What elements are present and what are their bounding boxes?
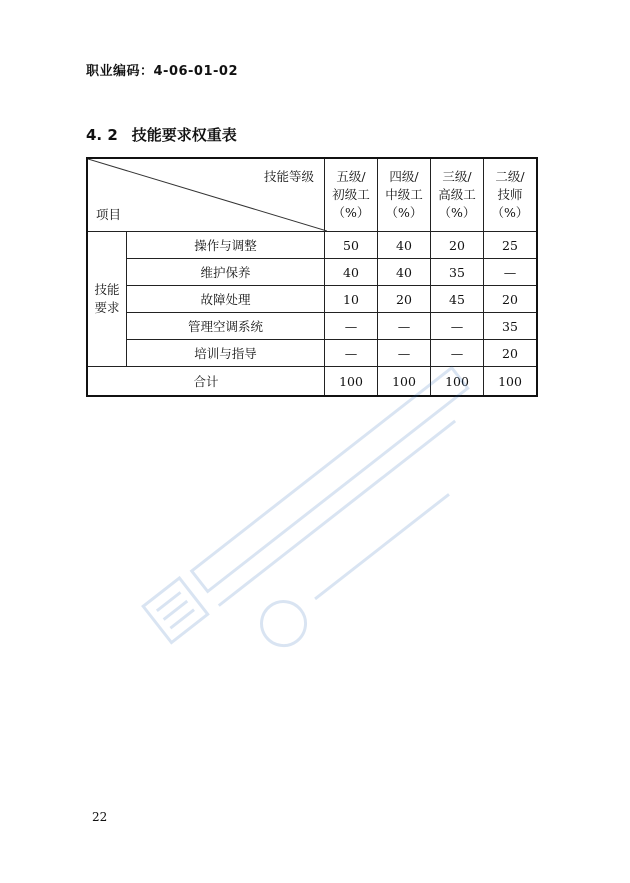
row-label: 培训与指导 [127,340,325,367]
table-cell: 45 [431,286,484,313]
row-label: 故障处理 [127,286,325,313]
table-cell: 20 [484,340,538,367]
table-cell: 20 [431,232,484,259]
total-cell: 100 [378,367,431,397]
corner-label-levels: 技能等级 [263,169,314,184]
page-number: 22 [92,810,108,824]
level-header-line: （%） [438,205,476,220]
level-header-line: 二级/ [495,169,525,184]
level-header-2 [484,158,538,232]
row-label: 操作与调整 [127,232,325,259]
skill-group-line: 要求 [94,300,120,315]
table-cell: — [431,340,484,367]
level-header-5 [325,158,378,232]
row-label: 管理空调系统 [127,313,325,340]
level-header-line: 四级/ [389,169,419,184]
table-cell: 20 [378,286,431,313]
total-cell: 100 [484,367,538,397]
level-header-line: 三级/ [442,169,472,184]
skill-group-line: 技能 [94,282,120,297]
table-cell: 50 [325,232,378,259]
table-cell: — [325,340,378,367]
total-cell: 100 [431,367,484,397]
occupation-code: 职业编码：4-06-01-02 [86,64,239,79]
table-cell: 40 [378,232,431,259]
publisher-watermark [90,330,530,660]
level-header-line: 五级/ [336,169,366,184]
section-title: 技能要求权重表 [131,126,237,144]
table-cell: — [378,313,431,340]
level-header-line: （%） [385,205,423,220]
level-header-line: 高级工 [438,187,476,202]
level-header-line: （%） [491,205,529,220]
table-cell: 25 [484,232,538,259]
section-heading [86,124,237,145]
table-cell: — [378,340,431,367]
section-number: 4. 2 [86,126,118,144]
total-label: 合计 [87,367,325,397]
table-corner-cell [87,158,325,232]
table-cell: 35 [484,313,538,340]
table-cell: — [325,313,378,340]
table-cell: 35 [431,259,484,286]
table-cell: — [484,259,538,286]
table-cell: 20 [484,286,538,313]
table-cell: 10 [325,286,378,313]
level-header-line: （%） [332,205,370,220]
level-header-4 [378,158,431,232]
level-header-3 [431,158,484,232]
table-cell: 40 [325,259,378,286]
table-cell: 40 [378,259,431,286]
level-header-line: 中级工 [385,187,423,202]
level-header-line: 初级工 [332,187,370,202]
table-cell: — [431,313,484,340]
row-label: 维护保养 [127,259,325,286]
corner-label-items: 项目 [96,207,122,222]
level-header-line: 技师 [497,187,523,202]
total-cell: 100 [325,367,378,397]
